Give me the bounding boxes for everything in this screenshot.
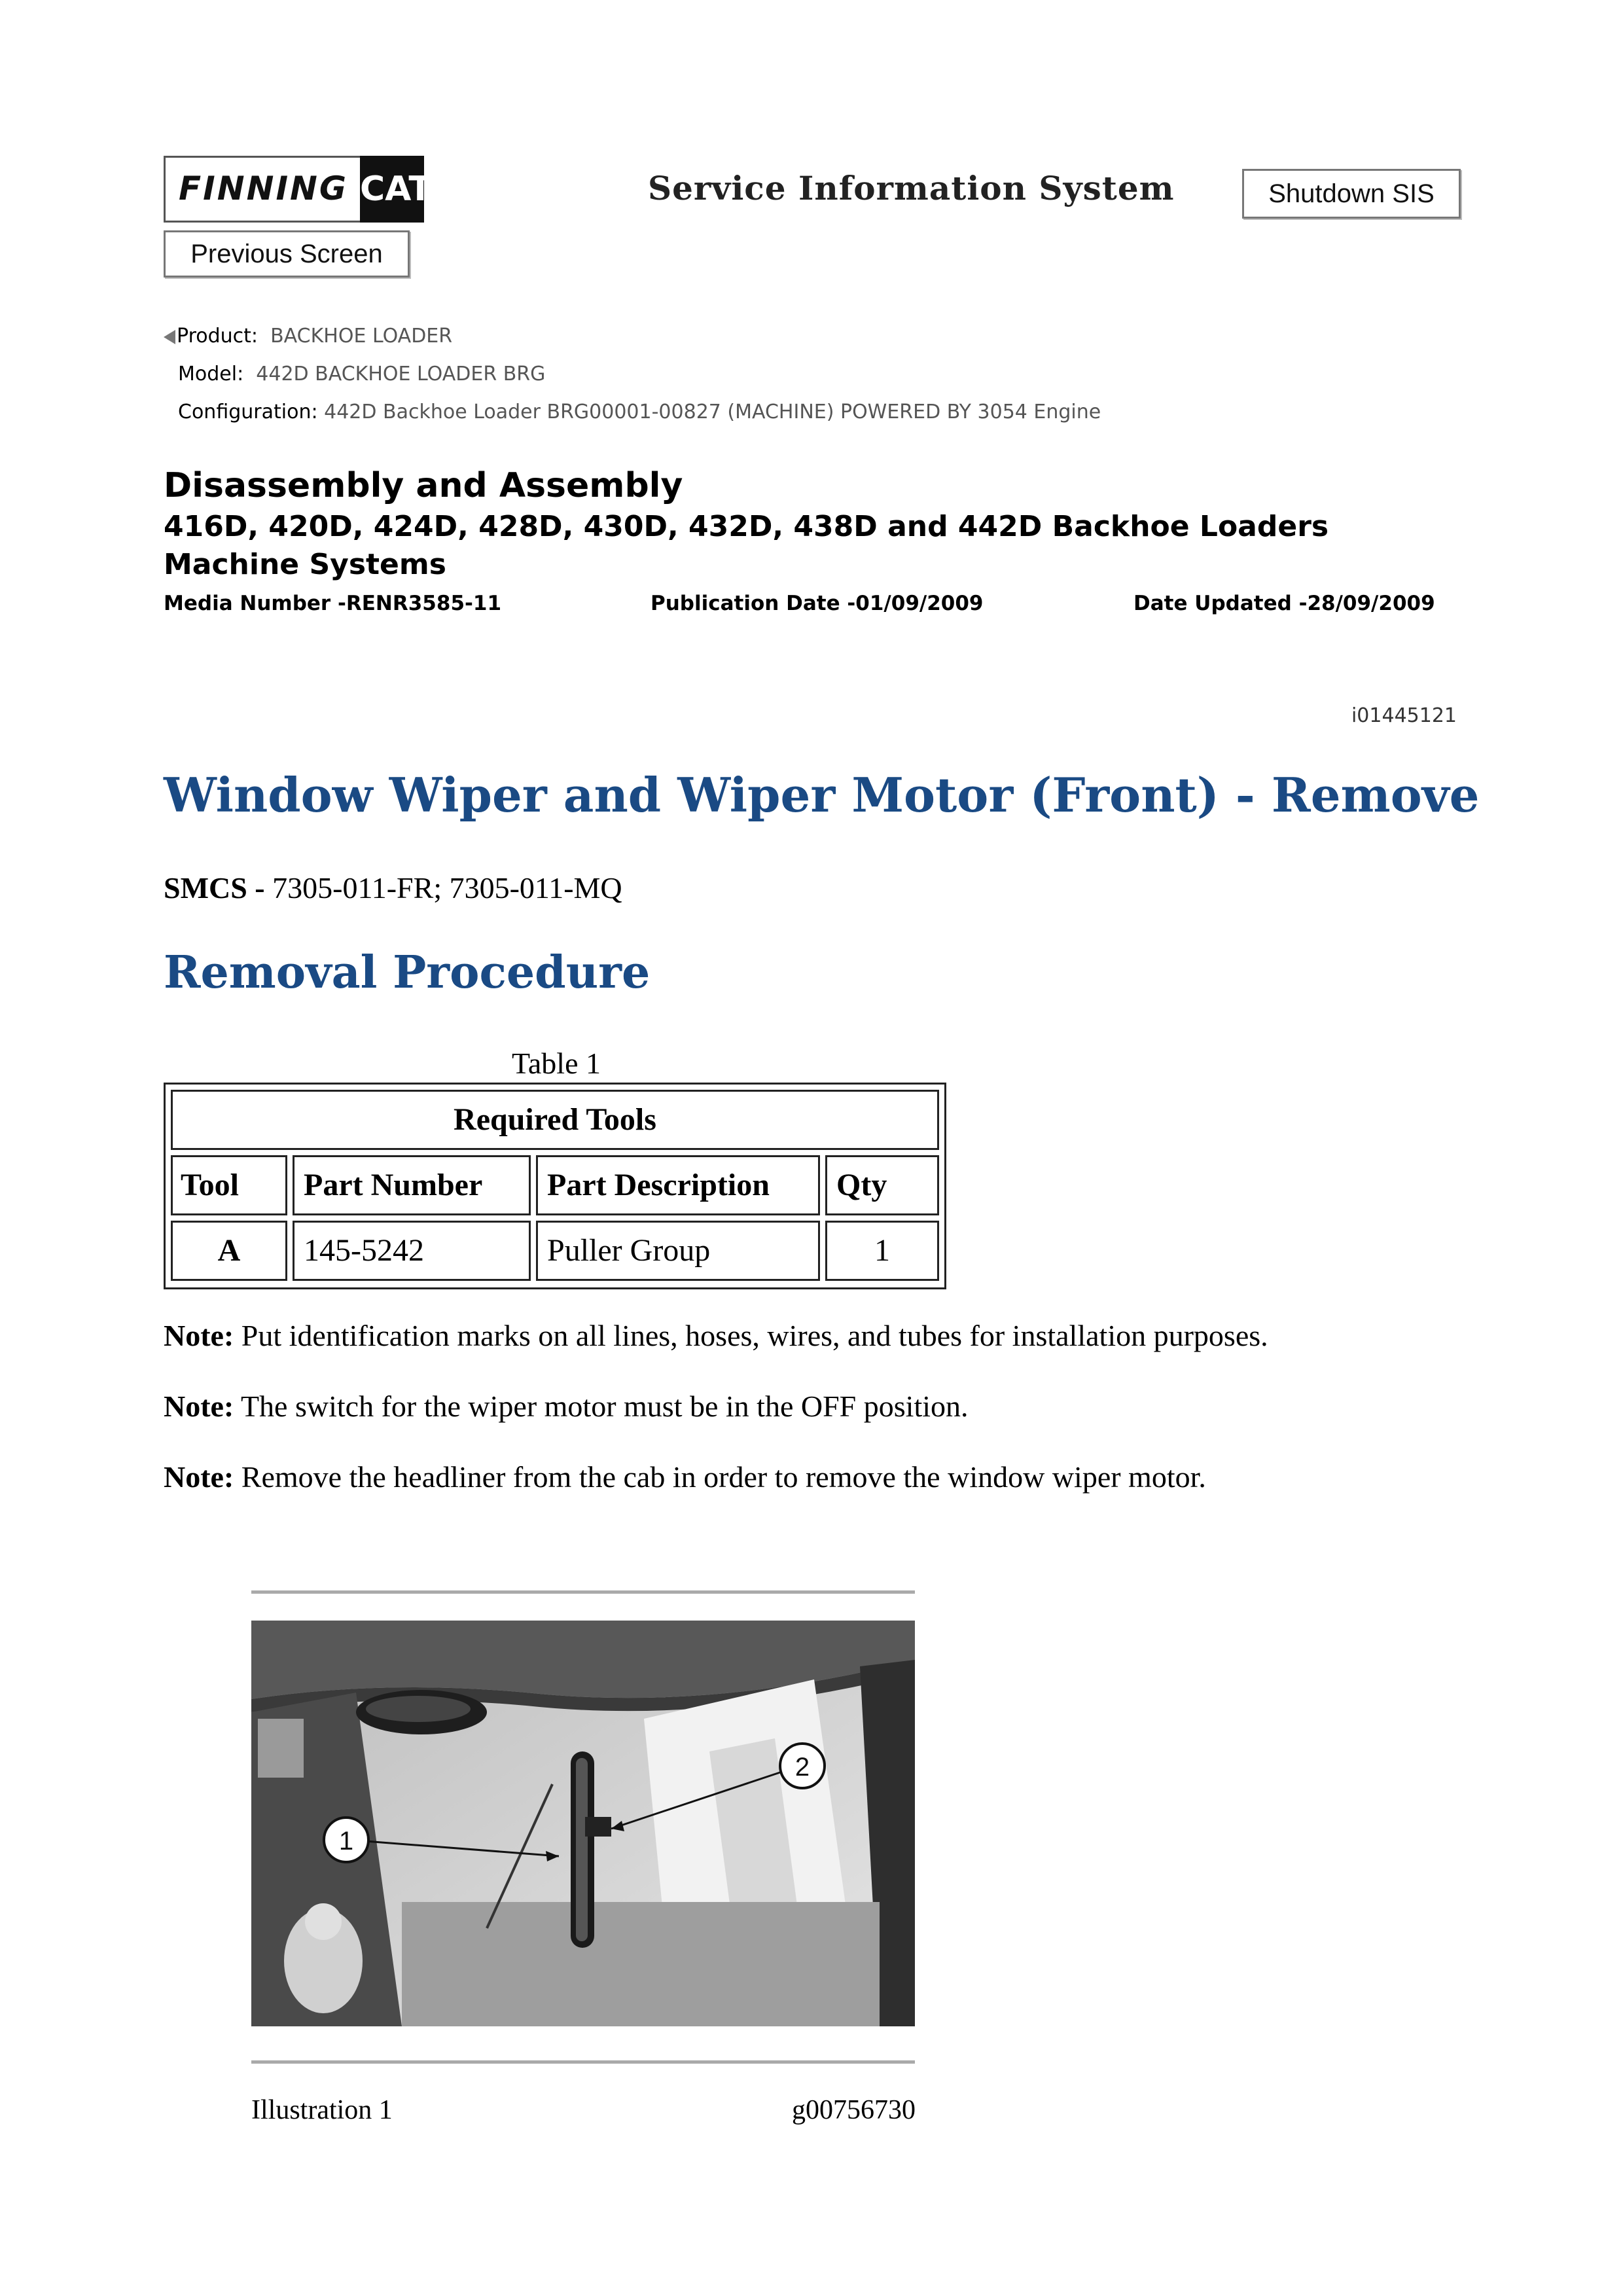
table-header-part-number: Part Number (293, 1155, 531, 1215)
callout-2-label: 2 (794, 1753, 810, 1782)
note-text: Remove the headliner from the cab in order to remove the window wiper motor. (241, 1460, 1206, 1494)
previous-screen-button[interactable]: Previous Screen (164, 230, 410, 278)
smcs-value: 7305-011-FR; 7305-011-MQ (272, 871, 622, 905)
table-header-tool: Tool (171, 1155, 287, 1215)
required-tools-table (164, 1083, 946, 1289)
illustration-top-rule (251, 1590, 915, 1594)
model-line (178, 363, 545, 386)
table-cell-tool: A (171, 1221, 287, 1281)
illustration-caption: Illustration 1 (251, 2095, 393, 2125)
page-title: Window Wiper and Wiper Motor (Front) - Remove (164, 767, 1480, 823)
configuration-line (178, 401, 1101, 423)
note-headliner (164, 1460, 1206, 1494)
table-cell-part-description: Puller Group (536, 1221, 820, 1281)
note-identification (164, 1318, 1268, 1353)
product-line (164, 325, 452, 348)
table-header-part-description: Part Description (536, 1155, 820, 1215)
configuration-value: 442D Backhoe Loader BRG00001-00827 (MACHINE) POWERED BY 3054 Engine (324, 401, 1101, 423)
note-label: Note: (164, 1460, 234, 1494)
smcs-line (164, 870, 622, 905)
illustration-graphic-id: g00756730 (792, 2095, 916, 2125)
configuration-label: Configuration: (178, 401, 318, 423)
section-title: Disassembly and Assembly (164, 466, 683, 505)
manual-subtitle: 416D, 420D, 424D, 428D, 430D, 432D, 438D and 442D Backhoe Loaders Machine Systems (164, 510, 1329, 581)
cat-logo (360, 156, 432, 223)
note-switch-off (164, 1389, 969, 1424)
table-cell-qty: 1 (825, 1221, 939, 1281)
model-value: 442D BACKHOE LOADER BRG (256, 363, 546, 386)
model-label: Model: (178, 363, 244, 386)
shutdown-sis-button[interactable]: Shutdown SIS (1242, 169, 1461, 219)
smcs-label: SMCS - (164, 871, 273, 905)
wiper-motor-illustration (251, 1621, 915, 2026)
product-label: Product: (177, 325, 259, 348)
back-arrow-icon[interactable] (164, 330, 175, 344)
procedure-heading: Removal Procedure (164, 946, 651, 999)
document-id: i01445121 (1351, 704, 1457, 727)
table-header-qty: Qty (825, 1155, 939, 1215)
publication-date: Publication Date -01/09/2009 (651, 592, 984, 615)
finning-logo-text: FINNING (179, 170, 348, 207)
date-updated: Date Updated -28/09/2009 (1133, 592, 1435, 615)
wiper-motor-photo (251, 1621, 915, 2026)
note-label: Note: (164, 1319, 234, 1352)
finning-cat-logo (164, 156, 432, 223)
product-value: BACKHOE LOADER (270, 325, 453, 348)
table-title: Required Tools (171, 1090, 939, 1150)
media-number: Media Number -RENR3585-11 (164, 592, 502, 615)
cat-logo-text: CAT (360, 170, 432, 209)
note-text: The switch for the wiper motor must be in the OFF position. (240, 1390, 969, 1423)
table-caption: Table 1 (511, 1047, 601, 1080)
callout-1-label: 1 (338, 1827, 354, 1856)
note-label: Note: (164, 1390, 234, 1423)
illustration-bottom-rule (251, 2060, 915, 2064)
note-text: Put identification marks on all lines, hoses, wires, and tubes for installation purposes. (241, 1319, 1268, 1352)
table-cell-part-number: 145-5242 (293, 1221, 531, 1281)
sis-title: Service Information System (648, 169, 1175, 207)
